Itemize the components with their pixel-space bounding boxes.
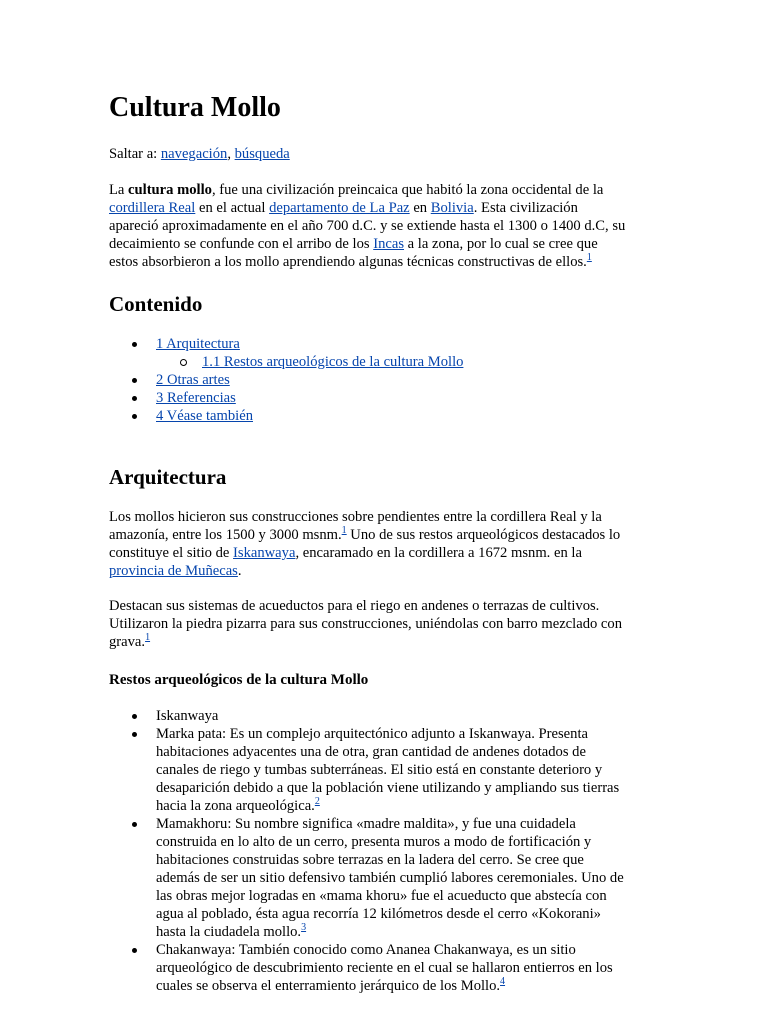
- intro-text: La: [109, 182, 129, 198]
- jump-label: Saltar a:: [109, 146, 161, 162]
- reference-link[interactable]: 2: [314, 796, 320, 807]
- restos-list: [109, 707, 669, 995]
- paragraph-text: grava.: [109, 634, 146, 650]
- paragraph-line: Utilizaron la piedra pizarra para sus construcciones, uniéndolas con barro mezclado con: [109, 616, 623, 632]
- intro-paragraph: [109, 181, 625, 271]
- toc-item: [109, 335, 669, 353]
- section-heading-arquitectura: Arquitectura: [109, 465, 227, 489]
- iskanwaya-link[interactable]: Iskanwaya: [233, 545, 296, 561]
- toc-link-referencias[interactable]: 3 Referencias: [156, 390, 236, 406]
- list-item: [109, 941, 669, 995]
- toc-item: [109, 371, 669, 389]
- list-item-line: construida en lo alto de un cerro, presenta muros a modo de fortificación y: [156, 834, 592, 850]
- intro-line: apareció aproximadamente en el año 700 d.C. y se extiende hasta el 1300 o 1400 d.C, su: [109, 218, 626, 234]
- list-item-line: habitaciones adyacentes una de otra, gran cantidad de andenes dotados de: [156, 744, 586, 760]
- subsection-heading-restos: Restos arqueológicos de la cultura Mollo: [109, 672, 369, 688]
- list-item: [109, 815, 669, 941]
- paragraph-text: .: [237, 563, 242, 579]
- toc-heading: Contenido: [109, 292, 203, 316]
- departamento-link[interactable]: departamento de La Paz: [269, 200, 410, 216]
- list-item-line: además de ser un sitio defensivo también cumplió labores ceremoniales. Uno de: [156, 870, 624, 886]
- reference-link[interactable]: 1: [145, 632, 151, 643]
- list-item-line: Iskanwaya: [156, 708, 219, 724]
- arquitectura-paragraph-2: [109, 597, 622, 651]
- intro-text: estos absorbieron a los mollo aprendiendo algunas técnicas constructivas de ellos.: [109, 254, 587, 270]
- toc-item: [109, 407, 669, 425]
- jump-links: [109, 145, 290, 163]
- arquitectura-paragraph-1: [109, 508, 620, 580]
- list-item-line: canales de riego y tumbas subterráneas. El sitio está en constante deterioro y: [156, 762, 603, 778]
- jump-separator: ,: [227, 146, 235, 162]
- paragraph-text: Uno de sus restos arqueológicos destacados lo: [346, 527, 621, 543]
- paragraph-text: , encaramado en la cordillera a 1672 msnm. en la: [295, 545, 582, 561]
- list-item-line: Mamakhoru: Su nombre significa «madre maldita», y fue una cuidadela: [156, 816, 576, 832]
- intro-text: , fue una civilización preincaica que habitó la zona occidental de la: [211, 182, 604, 198]
- paragraph-text: constituye el sitio de: [109, 545, 234, 561]
- toc-link-arquitectura[interactable]: 1 Arquitectura: [156, 336, 240, 352]
- search-link[interactable]: búsqueda: [234, 146, 290, 162]
- toc-item: [109, 389, 669, 407]
- list-item-text: hacia la zona arqueológica.: [156, 798, 315, 814]
- bolivia-link[interactable]: Bolivia: [430, 200, 474, 216]
- page-title: Cultura Mollo: [109, 92, 281, 123]
- list-item-line: desaparición debido a que la población viene utilizando y ampliando sus tierras: [156, 780, 620, 796]
- intro-text: en el actual: [195, 200, 270, 216]
- paragraph-line: Destacan sus sistemas de acueductos para el riego en andenes o terrazas de cultivos.: [109, 598, 600, 614]
- intro-bold-term: cultura mollo: [128, 182, 212, 198]
- list-item: [109, 707, 669, 725]
- toc-link-otras-artes[interactable]: 2 Otras artes: [156, 372, 230, 388]
- list-item-line: Chakanwaya: También conocido como Ananea Chakanwaya, es un sitio: [156, 942, 576, 958]
- navigation-link[interactable]: navegación: [160, 146, 228, 162]
- intro-text: . Esta civilización: [473, 200, 578, 216]
- list-item-text: cuales se observa el enterramiento jerárquico de los Mollo.: [156, 978, 501, 994]
- reference-link[interactable]: 4: [500, 976, 506, 987]
- toc-link-restos[interactable]: 1.1 Restos arqueológicos de la cultura Mollo: [202, 354, 464, 370]
- intro-text: a la zona, por lo cual se cree que: [404, 236, 598, 252]
- incas-link[interactable]: Incas: [373, 236, 405, 252]
- intro-text: en: [409, 200, 431, 216]
- provincia-munecas-link[interactable]: provincia de Muñecas: [109, 563, 238, 579]
- table-of-contents: [109, 335, 669, 425]
- paragraph-line: Los mollos hicieron sus construcciones sobre pendientes entre la cordillera Real y la: [109, 509, 602, 525]
- toc-link-vease[interactable]: 4 Véase también: [156, 408, 253, 424]
- list-item-line: agua al poblado, ésta agua recorría 12 kilómetros desde el cerro «Kokorani»: [156, 906, 601, 922]
- paragraph-text: amazonía, entre los 1500 y 3000 msnm.: [109, 527, 342, 543]
- list-item-line: habitaciones construidas sobre terrazas en la ladera del cerro. Se cree que: [156, 852, 584, 868]
- list-item-line: arqueológico de descubrimiento reciente en el cual se hallaron entierros en los: [156, 960, 613, 976]
- list-item: [109, 725, 669, 815]
- cordillera-real-link[interactable]: cordillera Real: [109, 200, 196, 216]
- toc-subitem: [109, 353, 669, 371]
- list-item-line: Marka pata: Es un complejo arquitectónico adjunto a Iskanwaya. Presenta: [156, 726, 588, 742]
- list-item-line: las obras mejor logradas en «mama khoru» fue el acueducto que abstecía con: [156, 888, 607, 904]
- reference-link[interactable]: 1: [586, 252, 592, 263]
- list-item-text: hasta la ciudadela mollo.: [156, 924, 302, 940]
- reference-link[interactable]: 1: [341, 525, 347, 536]
- reference-link[interactable]: 3: [301, 922, 307, 933]
- intro-text: decaimiento se confunde con el arribo de los: [109, 236, 374, 252]
